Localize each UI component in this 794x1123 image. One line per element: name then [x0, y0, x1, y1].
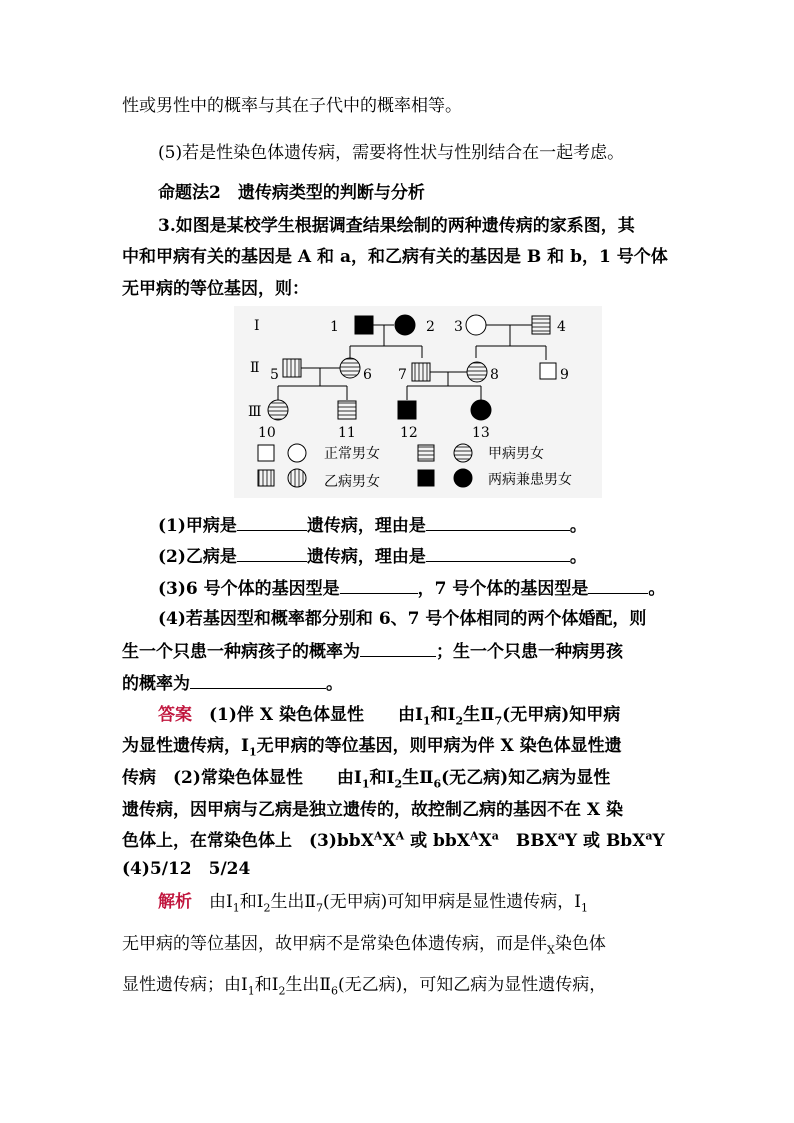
legend-both-female	[454, 469, 472, 487]
id-label-6: 6	[363, 367, 372, 383]
answer-blank-2b[interactable]	[426, 543, 570, 562]
individual-12-affected-both	[398, 401, 416, 419]
id-label-7: 7	[398, 367, 407, 383]
individual-6-disease-jia	[340, 358, 360, 378]
generation-label-3: Ⅲ	[248, 404, 262, 420]
analysis-line-2: 无甲病的等位基因，故甲病不是常染色体遗传病，而是伴$_X$染色体	[122, 934, 606, 957]
sub-question-4-line-1: (4)若基因型和概率都分别和 6、7 号个体相同的两个体婚配，则	[158, 609, 647, 629]
answer-line-1: 答案 (1)伴 X 染色体显性 由$Ⅰ_1$和$Ⅰ_2$生$Ⅱ_7$(无甲病)知甲病	[158, 705, 621, 728]
individual-7-disease-yi	[412, 363, 430, 381]
id-label-13: 13	[472, 425, 490, 441]
answer-line-5: 色体上，在常染色体上 $(3)bbX^AX^A$ 或 $bbX^AX^a$ BBX$^a$Y 或 BbX$^a$Y	[122, 829, 665, 851]
individual-11-disease-jia	[338, 401, 356, 419]
id-label-12: 12	[400, 425, 418, 441]
analysis-line-1: 解析 由$Ⅰ_1$和$Ⅰ_2$生出$Ⅱ_7$(无甲病)可知甲病是显性遗传病，$Ⅰ_1$	[158, 892, 588, 915]
legend-normal-female	[288, 444, 306, 462]
analysis-label: 解析	[158, 892, 192, 912]
answer-line-2: 为显性遗传病，$Ⅰ_1$无甲病的等位基因，则甲病为伴 X 染色体显性遗	[122, 736, 622, 759]
question-stem-line-1: 3.如图是某校学生根据调查结果绘制的两种遗传病的家系图，其	[158, 216, 635, 236]
id-label-1: 1	[330, 319, 339, 335]
id-label-2: 2	[426, 319, 435, 335]
sub-question-1: (1)甲病是 遗传病，理由是 。	[158, 512, 678, 539]
legend-normal-male	[258, 445, 274, 461]
legend-jia-male	[418, 445, 434, 461]
section-title: 命题法2 遗传病类型的判断与分析	[158, 183, 425, 203]
answer-label: 答案	[158, 705, 192, 725]
answer-blank-4a[interactable]	[360, 638, 436, 657]
legend-jia-female	[454, 444, 472, 462]
pedigree-diagram	[234, 306, 602, 498]
intro-line-2: (5)若是性染色体遗传病，需要将性状与性别结合在一起考虑。	[158, 143, 625, 163]
answer-blank-1a[interactable]	[237, 512, 307, 531]
sub-question-4-line-2: 生一个只患一种病孩子的概率为 ；生一个只患一种病男孩	[122, 638, 678, 665]
answer-line-4: 遗传病，因甲病与乙病是独立遗传的，故控制乙病的基因不在 X 染	[122, 800, 624, 820]
answer-blank-4b[interactable]	[190, 670, 326, 689]
answer-blank-3a[interactable]	[340, 575, 418, 594]
id-label-3: 3	[454, 319, 463, 335]
individual-10-disease-jia	[268, 400, 288, 420]
generation-label-2: Ⅱ	[250, 360, 260, 376]
id-label-10: 10	[258, 425, 276, 441]
legend-yi-male	[258, 470, 274, 486]
generation-label-1: Ⅰ	[254, 318, 260, 334]
legend-yi-label: 乙病男女	[324, 474, 380, 490]
sub-question-2: (2)乙病是 遗传病，理由是 。	[158, 543, 678, 570]
analysis-line-3: 显性遗传病；由$Ⅰ_1$和$Ⅰ_2$生出$Ⅱ_6$(无乙病)，可知乙病为显性遗传病，	[122, 975, 607, 998]
sub-question-4-line-3: 的概率为 。	[122, 670, 678, 697]
legend-normal-label: 正常男女	[324, 446, 380, 462]
id-label-5: 5	[270, 367, 279, 383]
id-label-11: 11	[338, 425, 356, 441]
id-label-4: 4	[557, 319, 566, 335]
answer-line-3: 传病 (2)常染色体显性 由$Ⅰ_1$和$Ⅰ_2$生$Ⅱ_6$(无乙病)知乙病为显性	[122, 768, 611, 791]
answer-line-6: (4)5/12 5/24	[122, 859, 251, 879]
answer-blank-2a[interactable]	[237, 543, 307, 562]
individual-8-disease-jia	[467, 362, 487, 382]
legend-both-label: 两病兼患男女	[488, 472, 572, 488]
individual-4-disease-jia	[532, 316, 550, 334]
question-stem-line-2: 中和甲病有关的基因是 A 和 a，和乙病有关的基因是 B 和 b，1 号个体	[122, 247, 668, 267]
legend-both-male	[418, 470, 434, 486]
question-stem-line-3: 无甲病的等位基因，则：	[122, 279, 309, 299]
individual-3-normal	[466, 315, 486, 335]
intro-line-1: 性或男性中的概率与其在子代中的概率相等。	[122, 96, 462, 116]
individual-5-disease-yi	[283, 359, 301, 377]
individual-9-normal	[540, 363, 556, 379]
id-label-9: 9	[560, 367, 569, 383]
legend-yi-female	[288, 469, 306, 487]
individual-13-affected-both	[471, 400, 491, 420]
individual-2-affected-both	[395, 315, 415, 335]
answer-blank-3b[interactable]	[588, 575, 648, 594]
id-label-8: 8	[490, 367, 499, 383]
individual-1-affected-both	[355, 316, 373, 334]
legend-jia-label: 甲病男女	[488, 446, 544, 462]
answer-blank-1b[interactable]	[426, 512, 570, 531]
sub-question-3: (3)6 号个体的基因型是 ，7 号个体的基因型是 。	[158, 575, 678, 602]
